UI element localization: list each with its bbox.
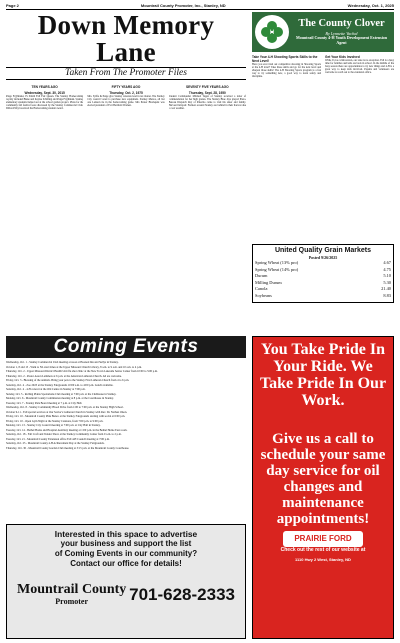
- list-item: Friday, Oct. 3 - Blessing of the animals. Bring your pets to the Stanley First Lutheran Church from 4 to 6 p.m.: [6, 379, 130, 382]
- list-item: Thursday, Oct. 2 - Pastor Aaron Lammers at 6 p.m. at the American Lutheran Church. All are welcome.: [6, 374, 122, 378]
- issue-date: Wednesday, Oct. 1, 2025: [347, 3, 394, 8]
- events-list: [6, 358, 246, 520]
- promoter-ad: [6, 524, 246, 639]
- table-row: [255, 273, 391, 280]
- column-text: Student Commander Mildred Tegen of Stanley received a letter of commendation for her high grades. The Stanley Blue Jays played Plaza. Bureau Dispatch Ray of Palermo came to visit his sister and family. Harvest Delayed: Farmers around Stanley are behind in their harvest due to wet weather.: [168, 95, 246, 111]
- grain-label: Soybeans: [255, 292, 272, 298]
- clover-title: The County Clover: [298, 18, 385, 30]
- memory-subtitle: Taken From The Promoter Files: [6, 67, 246, 80]
- grain-value: 5.10: [383, 273, 391, 279]
- clover-banner: [252, 12, 394, 52]
- table-row: [255, 293, 391, 300]
- list-item: Saturday, Oct. 4 - 4-H concert at the Old Centre in Stanley at 7:00 p.m.: [6, 388, 86, 391]
- list-item: October 9-11 - Fall special services at Our Savior's Lutheran Church in Stanley with Rev. Dr. Nathan Olson.: [6, 410, 128, 414]
- memory-columns: [6, 83, 246, 371]
- svg-text:H: H: [269, 30, 275, 36]
- ford-address: 1110 Hwy 2 West, Stanley, ND: [295, 557, 351, 562]
- prairie-ford-ad: [252, 336, 394, 639]
- promo-line: your business and support the list: [60, 539, 192, 548]
- clover-text: Have you ever tried out competitive shooting in Shooting Sports at the 4-H level? Take those skills and go for the next level and sharpen those skills! The 4-H Shooting Sports program is a fun way to try something new, a good way to learn safety and discipline.: [252, 63, 321, 79]
- list-item: Sunday, Oct. 5 - Rolling Plains Sportsmans Club meeting at 7:00 p.m. at the Clubhouse in Stanley.: [6, 392, 117, 396]
- promo-name: Mountrail County: [17, 582, 127, 597]
- list-item: Tuesday, Oct. 21 - Mountrail County Extension office Fall 4-H Council meeting at 7:00 p.m.: [6, 437, 110, 441]
- table-row: [255, 280, 391, 287]
- list-item: October 1, 8 and 15 - Walk to NL start times at the Upper Missouri Church Library, 8 a.m. to 9 a.m. and 10 a.m. to 4 p.m.: [6, 365, 142, 369]
- clover-heading: Take Your 4-H Shooting Sports Skills to the Next Level!: [252, 55, 318, 63]
- clover-author: By Lynnette Vachal: [325, 31, 358, 37]
- ford-logo: PRAIRIE FORD: [283, 531, 363, 547]
- column-date: Wednesday, Sept. 30, 2015: [24, 91, 65, 95]
- clover-org: Mountrail County 4-H Youth Development Extension Agent: [295, 35, 388, 45]
- column-text: Paige Fryjhinski, IS Smith Fall Fair Queen. The Stanley Homecoming royalty included Blake and Kaylee Schilling and Paige Fryjhinski. Stanley elementary students helped out at the school garden project. Plans for the community fall festival were discussed by the Stanley Commercial Club. Dillon Pribyl received the Homecoming student award.: [6, 95, 84, 111]
- column-date: Thursday, Sept. 28, 1950: [188, 91, 226, 95]
- promo-name2: Promoter: [55, 597, 89, 606]
- ford-subhead: Give us a call to schedule your same day service for oil changes and maintenance appointments!: [260, 431, 386, 527]
- list-item: Wednesday, Oct. 8 - Stanley Community Blood Drive from 1:00 to 7:00 p.m. at the Stanley High School.: [6, 406, 124, 409]
- clover-heading: Get Your Kids Involved: [325, 55, 360, 59]
- promo-line: of Coming Events in our community?: [54, 549, 198, 558]
- memory-column: [6, 83, 83, 371]
- memory-title: Down Memory Lane: [37, 10, 215, 67]
- ford-headline: You Take Pride In Your Ride. We Take Pride In Our Work.: [259, 341, 387, 409]
- column-heading: FIFTY YEARS AGO: [111, 85, 141, 89]
- paper-name: Mountrail County Promoter, Inc., Stanley, ND: [140, 3, 226, 8]
- list-item: Friday, Oct. 10 - Open Gym Night at the Stanley Cannons, from 7:00 p.m. to 9:00 p.m.: [6, 419, 104, 423]
- memory-column: [169, 83, 246, 371]
- promo-phone: 701-628-2333: [129, 584, 235, 604]
- page-number: Page 2: [6, 3, 19, 8]
- grain-label: Canola: [255, 286, 268, 292]
- grain-label: Durum: [255, 273, 268, 279]
- grain-value: 8.83: [383, 292, 391, 298]
- column-text: Mrs. Sylfie & Paige give Stanley veterans lead in tax matter. The Stanley City council voted to purchase new equipment. Stanley Metros, all but one Lantern tie in the homecoming game. Mrs Paxter Blomquist was elected president of Fort Berthold Women.: [87, 95, 165, 108]
- grain-table: [255, 260, 391, 300]
- clover-logo-icon: [255, 15, 289, 49]
- list-item: Tuesday, Oct. 14 - Bethel Home and Hospital Auxiliary meeting at 1:00 p.m. in the Bethel Home East room.: [6, 428, 128, 432]
- list-item: Saturday, Oct. 4 - Zoo 2025 at the Stanley Fairgrounds 10:00 a.m. to 4:00 p.m. Lunch available.: [6, 383, 114, 387]
- column-heading: TEN YEARS AGO: [31, 85, 58, 89]
- clover-column: [252, 55, 321, 241]
- grain-value: 21.40: [381, 286, 391, 292]
- grain-date: Posted 9/26/2025: [308, 255, 338, 260]
- column-heading: SEVENTY FIVE YEARS AGO: [186, 85, 229, 89]
- events-title: Coming Events: [6, 336, 246, 358]
- page-header: [6, 2, 394, 10]
- list-item: Thursday, Oct. 2 - Upper Missouri District Health Unit flu shot clinic at the New Town Lakeside Senior Center from 10:00 to 5:00 p.m.: [6, 370, 158, 373]
- grain-title: United Quality Grain Markets: [274, 247, 372, 254]
- coming-events-section: [6, 336, 246, 522]
- clover-column: [325, 55, 394, 241]
- grain-markets-box: [252, 244, 394, 303]
- list-item: Wednesday, Oct. 1 - Stanley Commercial Club meeting at noon at Hooked Inn and Sullys in Stanley.: [6, 361, 119, 364]
- list-item: Thursday, Oct. 30 - Mountrail County Garden Club meeting at 3:15 p.m. at the Mountrail County Courthouse.: [6, 446, 130, 450]
- grain-value: 5.30: [383, 279, 391, 285]
- ford-website-text: Check out the rest of our website at: [280, 547, 366, 553]
- list-item: Saturday, Oct. 25 - Mountrail County 4-H Achievement Day at the Stanley Fairgrounds.: [6, 442, 105, 445]
- promo-line: Contact our office for details!: [70, 559, 182, 568]
- list-item: Monday, Oct. 13 - Stanley City Council meeting at 7:00 p.m. at City Hall in Stanley.: [6, 424, 101, 427]
- list-item: Saturday, Oct. 18 - Fall Craft and Vendor Show at the Stanley Community Center from 9 a.m. to 2 p.m.: [6, 433, 122, 436]
- grain-value: 4.75: [383, 266, 391, 272]
- list-item: Friday, Oct. 10 - Mountrail County Pink Bunco at the Stanley Fairgrounds starting with social at 6:00 p.m.: [6, 415, 126, 418]
- column-date: Thursday, Oct. 2, 1975: [109, 91, 143, 95]
- list-item: Monday, Oct. 6 - Mountrail County Commission meeting at 8 p.m. at the Courthouse in Stanley.: [6, 397, 114, 400]
- grain-label: Spring Wheat (14% pro): [255, 266, 299, 272]
- list-item: Tuesday, Oct. 7 - Stanley Park Board meeting at 7 p.m. at City Hall.: [6, 401, 83, 405]
- grain-value: 4.67: [383, 260, 391, 265]
- down-memory-lane-section: [6, 12, 246, 332]
- county-clover-section: [252, 12, 394, 332]
- grain-label: Spring Wheat (13% pro): [255, 260, 299, 265]
- table-row: [255, 286, 391, 293]
- table-row: [255, 267, 391, 274]
- clover-text: While I love collaboration, our state is no exception. Fall is a busy time for families and kids are back in school. In the middle of the busy season there are opportunities to try new things and 4-H is a great way to keep kids involved. Parents and volunteers are welcome to reach out to the extension office.: [325, 59, 394, 75]
- clover-columns: [252, 55, 394, 241]
- promo-line: Interested in this space to advertise: [54, 529, 198, 539]
- table-row: [255, 260, 391, 267]
- memory-column: [87, 83, 164, 371]
- grain-label: Milling Durum: [255, 279, 282, 285]
